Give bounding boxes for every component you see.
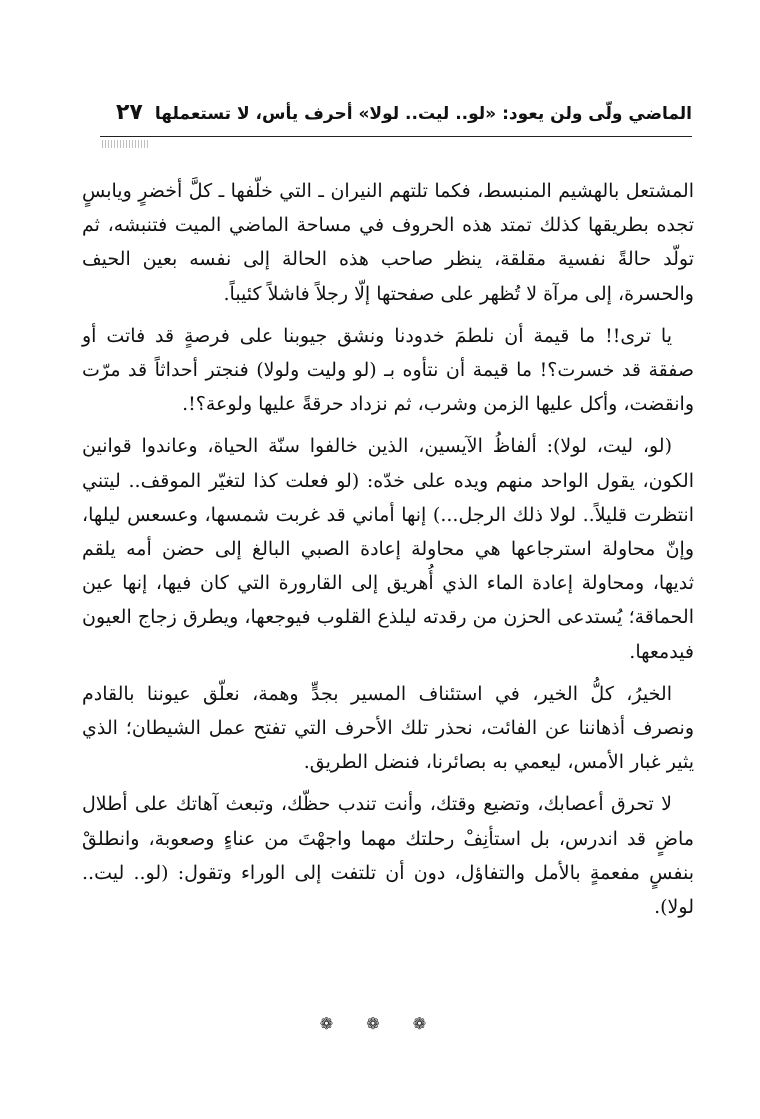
header-ornament-strip <box>102 140 148 148</box>
body-text <box>82 174 694 932</box>
paragraph-4: الخيرُ، كلُّ الخير، في استئناف المسير بجدٍّ وهمة، نعلّق عيوننا بالقادم ونصرف أذهاننا عن الفائت، نحذر تلك الأحرف التي تفتح عمل الشيطان؛ الذي يثير غبار الأمس، ليعمي به بصائرنا، فنضل الطريق. <box>82 682 694 774</box>
page-number: ٢٧ <box>116 100 143 125</box>
page-header <box>100 100 692 136</box>
header-rule <box>100 136 692 137</box>
running-title: الماضي ولّى ولن يعود: «لو.. ليت.. لولا» أحرف يأس، لا تستعملها <box>154 104 692 124</box>
paragraph-5: لا تحرق أعصابك، وتضيع وقتك، وأنت تندب حظّك، وتبعث آهاتك على أطلال ماضٍ قد اندرس، بل استأنِفْ رحلتك مهما واجهْتَ من عناءٍ وصعوبة، وانطلقْ بنفسٍ مفعمةٍ بالأمل والتفاؤل، دون أن تلتفت إلى الوراء وتقول: (لو.. ليت.. لولا). <box>82 793 694 919</box>
paragraph-3: (لو، ليت، لولا): ألفاظُ الآيسين، الذين خالفوا سنّة الحياة، وعاندوا قوانين الكون، يقول الواحد منهم ويده على خدّه: (لو فعلت كذا لتغيّر الموقف.. ليتني انتظرت قليلاً.. لولا ذلك الرجل...) إنها أماني قد غربت شمسها، وعسعس ليلها، وإنّ محاولة استرجاعها هي محاولة إعادة الصبي البالغ إلى حضن أمه يلقم ثديها، ومحاولة إعادة الماء الذي أُهريق إلى القارورة التي كان فيها، إنها عين الحماقة؛ يُستدعى الحزن من رقدته ليلذع القلوب فيوجعها، ويطرق زجاج العيون فيدمعها. <box>82 435 694 663</box>
paragraph-2: يا ترى!! ما قيمة أن نلطمَ خدودنا ونشق جيوبنا على فرصةٍ قد فاتت أو صفقة قد خسرت؟! ما قيمة أن نتأوه بـ (لو وليت ولولا) فنجتر أحداثاً قد مرّت وانقضت، وأكل عليها الزمن وشرب، ثم نزداد حرقةً عليها ولوعة؟!. <box>82 324 694 416</box>
section-end-ornament: ❁ ❁ ❁ <box>319 1014 441 1033</box>
paragraph-1: المشتعل بالهشيم المنبسط، فكما تلتهم النيران ـ التي خلّفها ـ كلَّ أخضرٍ ويابسٍ تجده بطريقها كذلك تمتد هذه الحروف في مساحة الماضي الميت فتنبشه، ثم تولّد حالةً نفسية مقلقة، ينظر صاحب هذه الحالة إلى نفسه بعين الحيف والحسرة، إلى مرآة لا تُظهر على صفحتها إلّا رجلاً فاشلاً كئيباً. <box>82 180 694 305</box>
